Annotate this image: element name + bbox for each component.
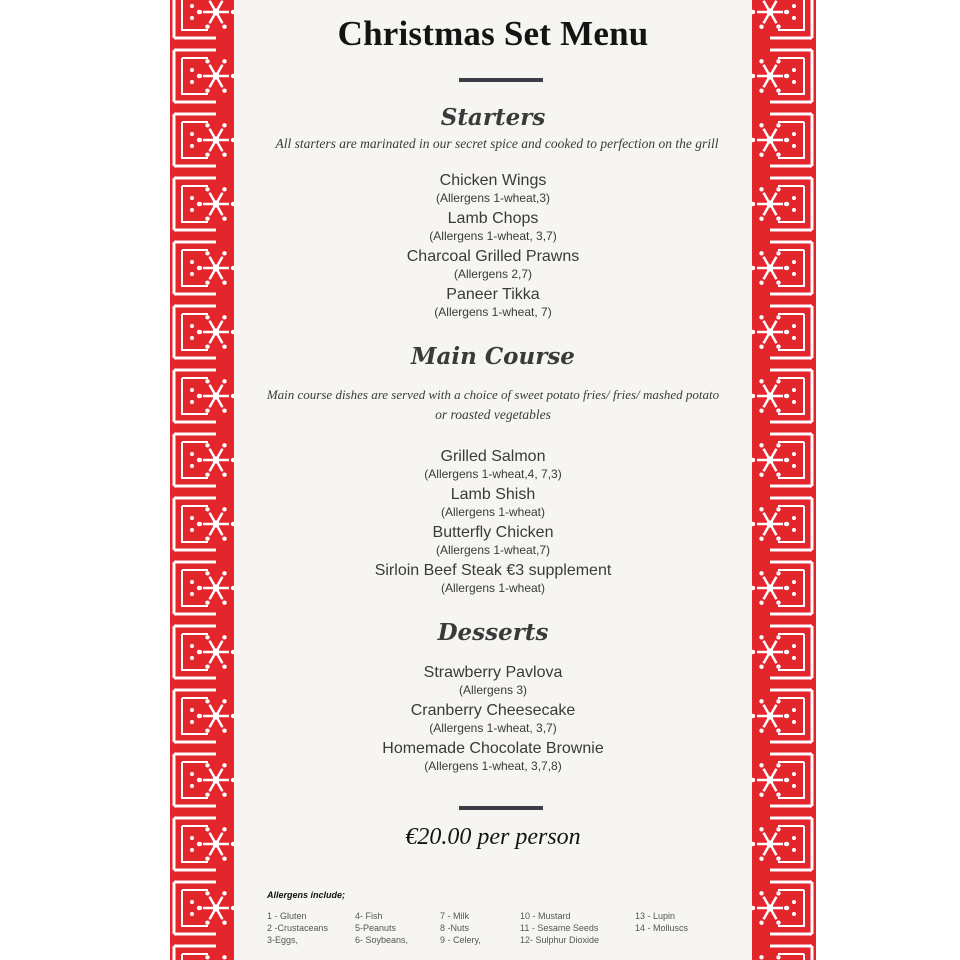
allergen-key-column <box>267 910 328 946</box>
dish-name: Chicken Wings <box>439 172 547 189</box>
dish-allergens: (Allergens 1-wheat) <box>440 581 546 595</box>
main-course-heading: Main Course <box>411 343 575 370</box>
dish-item <box>234 447 752 485</box>
dish-allergens: (Allergens 1-wheat, 3,7) <box>429 721 557 735</box>
starters-heading: Starters <box>440 104 546 131</box>
dish-allergens: (Allergens 1-wheat, 3,7,8) <box>424 759 562 773</box>
dish-item <box>234 247 752 285</box>
desserts-heading: Desserts <box>437 619 549 646</box>
dish-allergens: (Allergens 1-wheat) <box>440 505 546 519</box>
allergen-key-item: 10 - Mustard <box>520 911 571 921</box>
price: €20.00 per person <box>405 824 581 850</box>
right-decorative-border <box>752 0 816 960</box>
left-decorative-border <box>170 0 234 960</box>
dish-name: Strawberry Pavlova <box>423 664 563 681</box>
allergen-key-item: 13 - Lupin <box>635 911 676 921</box>
border-pattern <box>752 0 816 960</box>
dish-item <box>234 663 752 701</box>
allergen-key-item: 14 - Molluscs <box>635 923 689 933</box>
dish-name: Lamb Shish <box>450 486 536 503</box>
dish-name: Cranberry Cheesecake <box>410 702 576 719</box>
dish-name: Sirloin Beef Steak €3 supplement <box>374 562 612 579</box>
dish-name: Homemade Chocolate Brownie <box>382 740 604 757</box>
starters-list <box>234 171 752 323</box>
dish-name: Grilled Salmon <box>440 448 546 465</box>
allergen-key-item: 2 -Crustaceans <box>267 923 329 933</box>
allergen-key-item: 12- Sulphur Dioxide <box>520 935 600 945</box>
dish-item <box>234 701 752 739</box>
dish-item <box>234 485 752 523</box>
dish-name: Paneer Tikka <box>446 286 540 303</box>
dish-allergens: (Allergens 1-wheat, 7) <box>434 305 552 319</box>
top-divider <box>459 78 543 82</box>
menu-card <box>234 0 752 960</box>
main-course-note-line1: Main course dishes are served with a choice of sweet potato fries/ fries/ mashed potato <box>266 387 720 402</box>
allergen-key-column <box>440 910 481 946</box>
dish-item <box>234 285 752 323</box>
dish-allergens: (Allergens 1-wheat,3) <box>435 191 551 205</box>
dish-item <box>234 561 752 599</box>
allergen-key-item: 6- Soybeans, <box>355 935 409 945</box>
dish-item <box>234 209 752 247</box>
bottom-divider <box>459 806 543 810</box>
dish-item <box>234 739 752 777</box>
allergen-key-item: 1 - Gluten <box>267 911 307 921</box>
desserts-list <box>234 663 752 777</box>
allergen-key-item: 3-Eggs, <box>267 935 299 945</box>
allergen-key-item: 4- Fish <box>355 911 383 921</box>
dish-item <box>234 523 752 561</box>
dish-allergens: (Allergens 1-wheat,7) <box>435 543 551 557</box>
dish-allergens: (Allergens 1-wheat, 3,7) <box>429 229 557 243</box>
allergen-key-item: 9 - Celery, <box>440 935 481 945</box>
main-course-list <box>234 447 752 599</box>
main-course-note-line2: or roasted vegetables <box>435 407 551 422</box>
dish-allergens: (Allergens 3) <box>458 683 528 697</box>
allergen-key-title: Allergens include; <box>267 890 346 900</box>
allergen-key-item: 7 - Milk <box>440 911 469 921</box>
menu-title: Christmas Set Menu <box>337 14 649 53</box>
allergen-key-item: 8 -Nuts <box>440 923 470 933</box>
allergen-key-item: 11 - Sesame Seeds <box>520 923 599 933</box>
dish-item <box>234 171 752 209</box>
starters-note: All starters are marinated in our secret spice and cooked to perfection on the grill <box>275 136 719 151</box>
dish-allergens: (Allergens 2,7) <box>453 267 533 281</box>
dish-name: Charcoal Grilled Prawns <box>406 248 580 265</box>
allergen-key-column <box>635 910 688 934</box>
border-pattern <box>170 0 234 960</box>
allergen-key-column <box>520 910 599 946</box>
dish-allergens: (Allergens 1-wheat,4, 7,3) <box>424 467 562 481</box>
dish-name: Butterfly Chicken <box>432 524 554 541</box>
allergen-key-column <box>355 910 408 946</box>
dish-name: Lamb Chops <box>447 210 539 227</box>
allergen-key-item: 5-Peanuts <box>355 923 397 933</box>
